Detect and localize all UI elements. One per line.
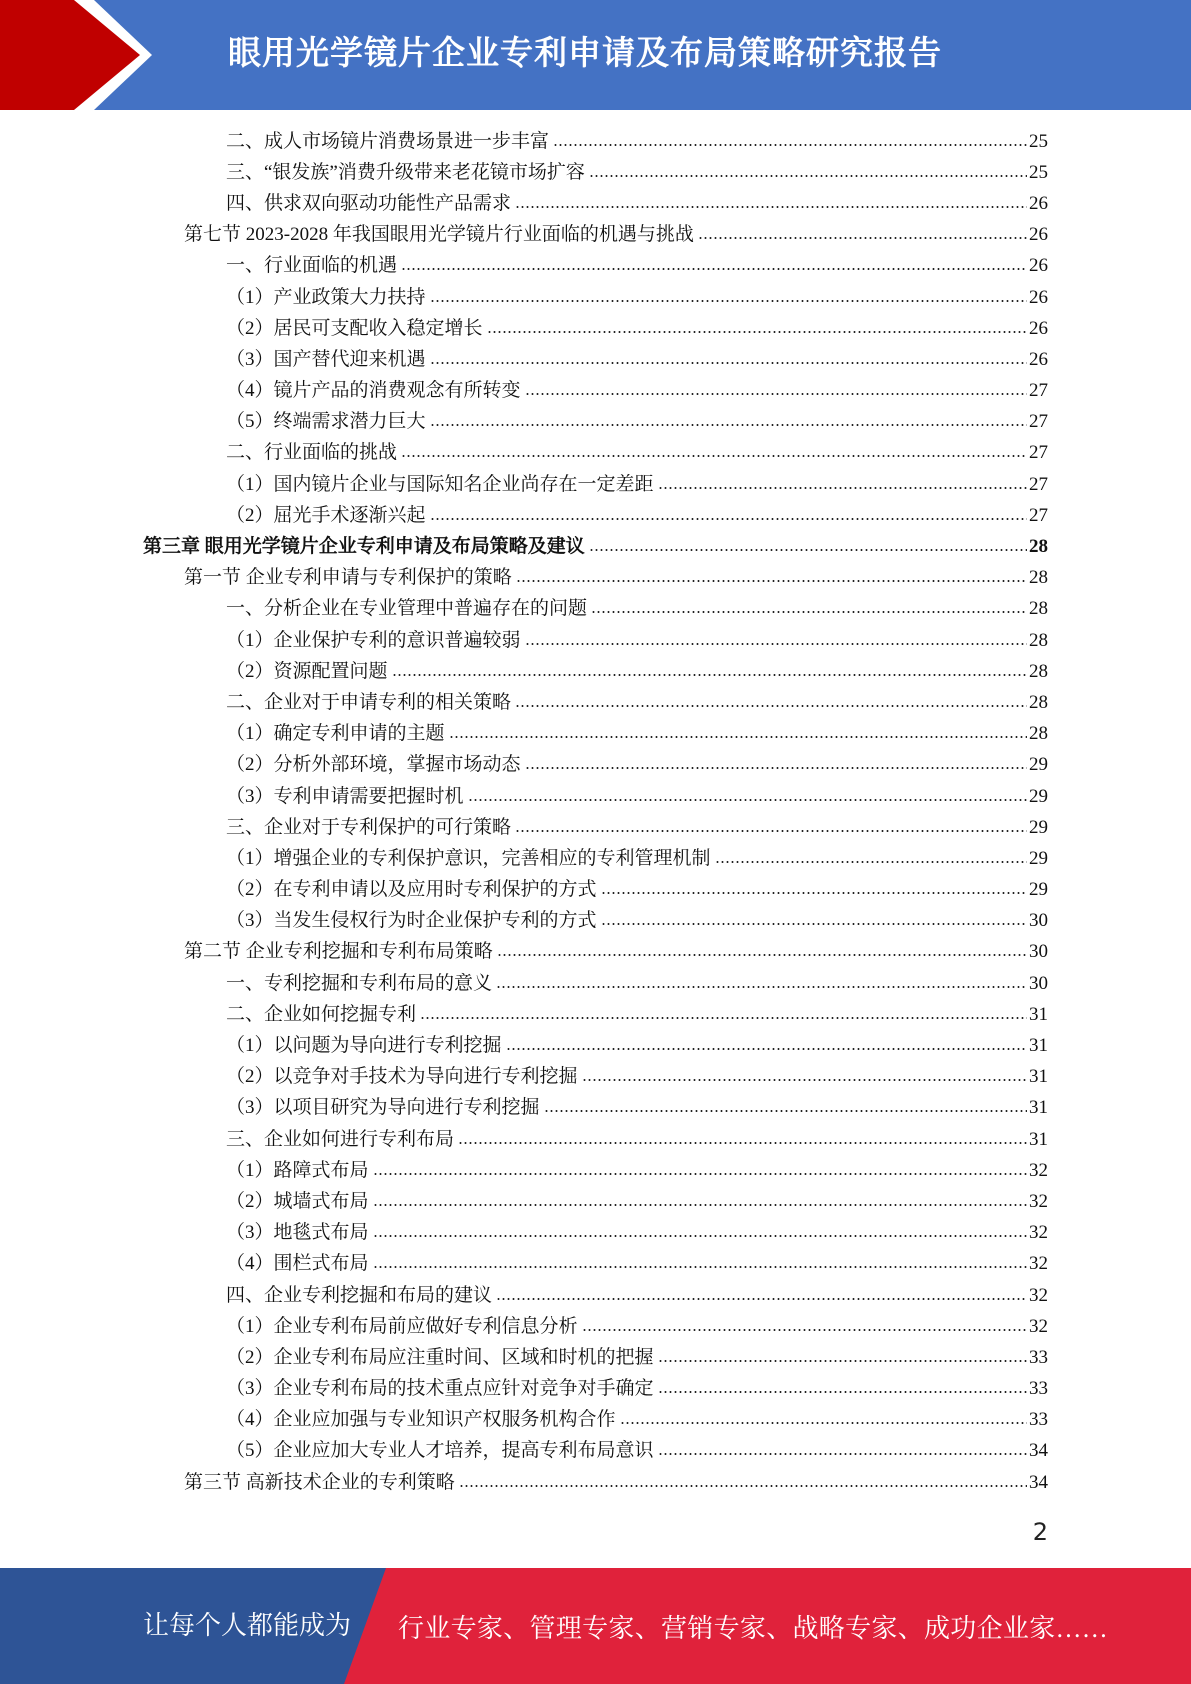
toc-entry-title: 第三章 眼用光学镜片企业专利申请及布局策略及建议: [143, 536, 585, 558]
toc-entry-title: （2）分析外部环境，掌握市场动态: [226, 754, 521, 776]
toc-entry-title: （2）城墙式布局: [226, 1190, 369, 1212]
toc-entry[interactable]: [0, 126, 1048, 157]
toc-entry-page: 27: [1029, 411, 1048, 433]
toc-entry-page: 28: [1029, 660, 1048, 682]
toc-entry-page: 31: [1029, 1066, 1048, 1088]
toc-entry-title: （2）在专利申请以及应用时专利保护的方式: [226, 879, 597, 901]
toc-dot-leader: [715, 861, 1027, 863]
toc-dot-leader: [658, 487, 1027, 489]
toc-dot-leader: [591, 611, 1027, 613]
toc-entry-title: （1）确定专利申请的主题: [226, 723, 445, 745]
toc-entry-page: 30: [1029, 941, 1048, 963]
toc-dot-leader: [373, 1266, 1027, 1268]
toc-dot-leader: [601, 892, 1027, 894]
toc-dot-leader: [497, 954, 1027, 956]
footer-slogan-right: 行业专家、管理专家、营销专家、战略专家、成功企业家……: [398, 1614, 1109, 1643]
toc-entry-page: 28: [1029, 629, 1048, 651]
toc-dot-leader: [515, 830, 1027, 832]
toc-entry[interactable]: [0, 1186, 1048, 1217]
toc-entry-page: 27: [1029, 473, 1048, 495]
toc-entry-title: （1）国内镜片企业与国际知名企业尚存在一定差距: [226, 473, 654, 495]
toc-entry[interactable]: [0, 1124, 1048, 1155]
toc-entry-title: 第二节 企业专利挖掘和专利布局策略: [184, 941, 493, 963]
toc-entry-title: （3）当发生侵权行为时企业保护专利的方式: [226, 910, 597, 932]
toc-entry-title: 三、“银发族”消费升级带来老花镜市场扩容: [226, 161, 585, 183]
toc-entry-page: 27: [1029, 380, 1048, 402]
toc-entry-page: 28: [1029, 567, 1048, 589]
toc-dot-leader: [525, 767, 1027, 769]
toc-entry[interactable]: [0, 1342, 1048, 1373]
toc-entry[interactable]: [0, 594, 1048, 625]
toc-entry-page: 32: [1029, 1253, 1048, 1275]
toc-entry[interactable]: [0, 1311, 1048, 1342]
toc-dot-leader: [430, 300, 1027, 302]
footer-slogan-left: 让每个人都能成为: [143, 1611, 352, 1640]
toc-dot-leader: [373, 1173, 1027, 1175]
toc-entry-title: （3）地毯式布局: [226, 1222, 369, 1244]
toc-entry-title: 二、企业如何挖掘专利: [226, 1003, 417, 1025]
toc-dot-leader: [698, 237, 1027, 239]
toc-entry-title: （5）终端需求潜力巨大: [226, 411, 426, 433]
toc-entry-title: （1）路障式布局: [226, 1159, 369, 1181]
toc-entry-title: 一、分析企业在专业管理中普遍存在的问题: [226, 598, 588, 620]
toc-dot-leader: [525, 643, 1027, 645]
toc-entry[interactable]: [0, 1249, 1048, 1280]
toc-entry-title: （5）企业应加大专业人才培养，提高专利布局意识: [226, 1440, 654, 1462]
toc-entry-page: 31: [1029, 1097, 1048, 1119]
toc-dot-leader: [525, 393, 1027, 395]
toc-entry-title: 二、成人市场镜片消费场景进一步丰富: [226, 130, 550, 152]
toc-dot-leader: [458, 1142, 1027, 1144]
toc-entry[interactable]: [0, 906, 1048, 937]
toc-entry-page: 26: [1029, 317, 1048, 339]
toc-entry-page: 31: [1029, 1035, 1048, 1057]
toc-entry-title: 三、企业如何进行专利布局: [226, 1128, 455, 1150]
toc-dot-leader: [582, 1079, 1027, 1081]
toc-dot-leader: [459, 1485, 1027, 1487]
toc-entry-title: （3）企业专利布局的技术重点应针对竞争对手确定: [226, 1378, 654, 1400]
toc-dot-leader: [430, 424, 1027, 426]
toc-dot-leader: [515, 206, 1027, 208]
toc-entry-title: 一、行业面临的机遇: [226, 255, 398, 277]
toc-entry-page: 26: [1029, 192, 1048, 214]
toc-dot-leader: [589, 175, 1027, 177]
toc-entry-page: 27: [1029, 504, 1048, 526]
toc-dot-leader: [658, 1453, 1027, 1455]
toc-entry-page: 32: [1029, 1315, 1048, 1337]
toc-dot-leader: [430, 362, 1027, 364]
toc-entry[interactable]: [0, 1155, 1048, 1186]
toc-dot-leader: [468, 799, 1027, 801]
header-chevron-red: [0, 0, 140, 110]
toc-entry[interactable]: [0, 843, 1048, 874]
toc-entry-page: 28: [1029, 691, 1048, 713]
toc-entry[interactable]: [0, 563, 1048, 594]
toc-entry-title: （3）以项目研究为导向进行专利挖掘: [226, 1097, 540, 1119]
toc-entry[interactable]: [0, 407, 1048, 438]
toc-entry[interactable]: [0, 1218, 1048, 1249]
toc-entry[interactable]: [0, 1062, 1048, 1093]
toc-dot-leader: [658, 1391, 1027, 1393]
toc-dot-leader: [496, 1298, 1027, 1300]
toc-entry-title: （4）企业应加强与专业知识产权服务机构合作: [226, 1409, 616, 1431]
toc-entry[interactable]: [0, 1030, 1048, 1061]
toc-dot-leader: [658, 1360, 1027, 1362]
toc-entry[interactable]: [0, 875, 1048, 906]
toc-entry-title: 四、企业专利挖掘和布局的建议: [226, 1284, 493, 1306]
toc-entry-page: 33: [1029, 1409, 1048, 1431]
toc-entry-title: （4）围栏式布局: [226, 1253, 369, 1275]
toc-entry[interactable]: [0, 500, 1048, 531]
toc-dot-leader: [544, 1110, 1027, 1112]
toc-entry-page: 29: [1029, 754, 1048, 776]
toc-entry-page: 31: [1029, 1128, 1048, 1150]
toc-entry[interactable]: [0, 999, 1048, 1030]
toc-entry[interactable]: [0, 750, 1048, 781]
page-number: 2: [1032, 1518, 1048, 1546]
toc-dot-leader: [373, 1235, 1027, 1237]
toc-entry-title: （2）屈光手术逐渐兴起: [226, 504, 426, 526]
toc-entry[interactable]: [0, 1374, 1048, 1405]
toc-entry[interactable]: [0, 376, 1048, 407]
toc-dot-leader: [430, 518, 1027, 520]
page-footer: [0, 1568, 1191, 1684]
toc-entry-page: 29: [1029, 816, 1048, 838]
toc-entry-page: 25: [1029, 130, 1048, 152]
toc-dot-leader: [373, 1204, 1027, 1206]
toc-entry-page: 26: [1029, 255, 1048, 277]
toc-entry-page: 29: [1029, 785, 1048, 807]
toc-entry-page: 26: [1029, 348, 1048, 370]
toc-dot-leader: [496, 986, 1027, 988]
toc-entry-page: 28: [1029, 723, 1048, 745]
toc-entry-title: 第七节 2023-2028 年我国眼用光学镜片行业面临的机遇与挑战: [184, 224, 694, 246]
toc-entry-title: （2）以竞争对手技术为导向进行专利挖掘: [226, 1066, 578, 1088]
toc-dot-leader: [589, 549, 1027, 551]
toc-entry-page: 27: [1029, 442, 1048, 464]
toc-dot-leader: [449, 736, 1027, 738]
toc-entry[interactable]: [0, 968, 1048, 999]
toc-entry[interactable]: [0, 812, 1048, 843]
toc-entry-title: （2）居民可支配收入稳定增长: [226, 317, 483, 339]
toc-entry-page: 28: [1029, 536, 1048, 558]
table-of-contents: [0, 126, 1191, 1498]
toc-entry-title: （4）镜片产品的消费观念有所转变: [226, 380, 521, 402]
toc-entry-page: 32: [1029, 1284, 1048, 1306]
toc-entry[interactable]: [0, 157, 1048, 188]
toc-entry[interactable]: [0, 656, 1048, 687]
toc-dot-leader: [506, 1048, 1027, 1050]
toc-entry-title: （2）资源配置问题: [226, 660, 388, 682]
toc-entry-title: 四、供求双向驱动功能性产品需求: [226, 192, 512, 214]
toc-entry-page: 30: [1029, 972, 1048, 994]
toc-entry-title: （1）以问题为导向进行专利挖掘: [226, 1035, 502, 1057]
toc-entry-page: 29: [1029, 847, 1048, 869]
toc-entry[interactable]: [0, 469, 1048, 500]
toc-dot-leader: [401, 455, 1027, 457]
toc-entry-title: 第一节 企业专利申请与专利保护的策略: [184, 567, 512, 589]
toc-entry-title: 二、行业面临的挑战: [226, 442, 398, 464]
toc-entry[interactable]: [0, 1467, 1048, 1498]
toc-entry[interactable]: [0, 687, 1048, 718]
toc-entry-title: 第三节 高新技术企业的专利策略: [184, 1471, 455, 1493]
toc-entry-page: 25: [1029, 161, 1048, 183]
toc-entry-title: 二、企业对于申请专利的相关策略: [226, 691, 512, 713]
toc-entry[interactable]: [0, 937, 1048, 968]
toc-entry-page: 34: [1029, 1440, 1048, 1462]
toc-entry-page: 26: [1029, 224, 1048, 246]
toc-entry[interactable]: [0, 438, 1048, 469]
toc-entry[interactable]: [0, 313, 1048, 344]
toc-entry-page: 32: [1029, 1159, 1048, 1181]
toc-entry-page: 33: [1029, 1346, 1048, 1368]
toc-entry[interactable]: [0, 251, 1048, 282]
toc-entry[interactable]: [0, 1093, 1048, 1124]
page-header: [0, 0, 1191, 110]
toc-entry-page: 29: [1029, 879, 1048, 901]
toc-entry-page: 34: [1029, 1471, 1048, 1493]
toc-entry-page: 26: [1029, 286, 1048, 308]
toc-dot-leader: [487, 331, 1027, 333]
toc-dot-leader: [582, 1329, 1027, 1331]
toc-entry[interactable]: [0, 719, 1048, 750]
toc-entry[interactable]: [0, 344, 1048, 375]
toc-entry[interactable]: [0, 1280, 1048, 1311]
toc-entry[interactable]: [0, 531, 1048, 562]
toc-dot-leader: [515, 705, 1027, 707]
toc-dot-leader: [601, 923, 1027, 925]
toc-entry[interactable]: [0, 282, 1048, 313]
toc-entry-title: （1）企业专利布局前应做好专利信息分析: [226, 1315, 578, 1337]
toc-entry[interactable]: [0, 220, 1048, 251]
toc-entry[interactable]: [0, 1405, 1048, 1436]
toc-entry-title: （2）企业专利布局应注重时间、区域和时机的把握: [226, 1346, 654, 1368]
toc-dot-leader: [553, 144, 1027, 146]
toc-dot-leader: [516, 580, 1027, 582]
toc-dot-leader: [620, 1422, 1027, 1424]
toc-entry[interactable]: [0, 188, 1048, 219]
toc-entry-title: （1）企业保护专利的意识普遍较弱: [226, 629, 521, 651]
toc-entry-page: 33: [1029, 1378, 1048, 1400]
toc-entry-page: 28: [1029, 598, 1048, 620]
toc-entry-page: 32: [1029, 1222, 1048, 1244]
toc-entry-page: 32: [1029, 1190, 1048, 1212]
toc-entry-title: 三、企业对于专利保护的可行策略: [226, 816, 512, 838]
toc-entry[interactable]: [0, 781, 1048, 812]
toc-entry-title: （1）增强企业的专利保护意识，完善相应的专利管理机制: [226, 847, 711, 869]
toc-entry-title: （3）国产替代迎来机遇: [226, 348, 426, 370]
report-title: 眼用光学镜片企业专利申请及布局策略研究报告: [228, 33, 942, 72]
toc-entry-title: 一、专利挖掘和专利布局的意义: [226, 972, 493, 994]
toc-entry[interactable]: [0, 625, 1048, 656]
toc-entry[interactable]: [0, 1436, 1048, 1467]
toc-dot-leader: [392, 674, 1027, 676]
toc-entry-title: （1）产业政策大力扶持: [226, 286, 426, 308]
toc-dot-leader: [420, 1017, 1027, 1019]
toc-entry-title: （3）专利申请需要把握时机: [226, 785, 464, 807]
toc-dot-leader: [401, 268, 1027, 270]
toc-entry-page: 30: [1029, 910, 1048, 932]
toc-entry-page: 31: [1029, 1003, 1048, 1025]
